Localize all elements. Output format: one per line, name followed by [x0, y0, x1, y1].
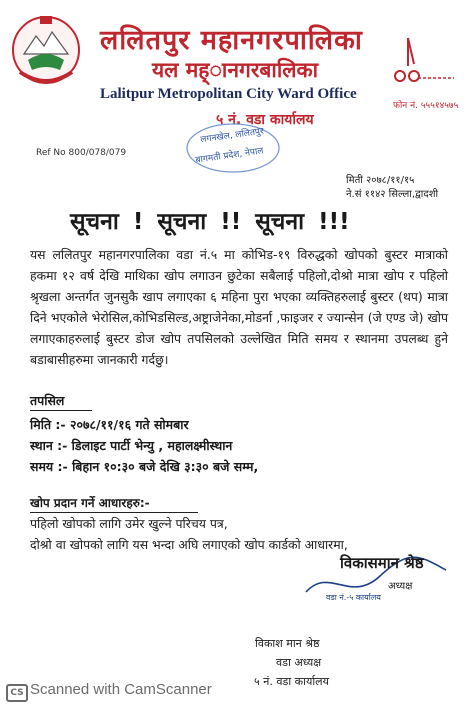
details-date: मिति :- २०७८/११/१६ गते सोमबार: [30, 417, 189, 432]
notice-body: यस ललितपुर महानगरपालिका वडा नं.५ मा कोभिड-१९ विरुद्धको खोपको बुस्टर मात्राको हकमा १२ वर्ष देखि माथिका खोप लगाउन छुटेका सबैलाई पहिलो,दोश्रो मात्रा खोप र पहिलो श्रृखला अन्तर्गत जुनसुकै खाप लगाएका ६ महिना पुरा भएका व्यक्तिहरुलाई बुस्टर (थप) मात्रा दिने भएकोले भेरोसिल,कोभिडसिल्ड,अष्ट्राजेनेका,मोडर्ना ,फाइजर र ज्यान्सेन (जे एण्ड जे) खोप लगाएकाहरुलाई बुस्टर डोज खोप तपसिलको उल्लेखित मिति समय र स्थानमा उपलब्ध हुने बडाबासीहरुमा जानकारी गर्दछु।: [30, 247, 448, 367]
details-venue: स्थान :- डिलाइट पार्टी भेन्यु , महालक्ष्मीस्थान: [30, 438, 233, 453]
signature-stamp: वडा नं.-५ कार्यालय: [326, 593, 381, 602]
camscanner-logo: CS: [6, 684, 28, 702]
english-office-title: Lalitpur Metropolitan City Ward Office: [100, 86, 357, 102]
basis-heading: खोप प्रदान गर्ने आधारहरु:-: [30, 496, 150, 510]
officer-office: ५ नं. वडा कार्यालय: [254, 675, 330, 688]
stamp-line-2: बागमती प्रदेश, नेपाल: [194, 146, 265, 166]
date: मिती २०७८/११/१५: [346, 175, 415, 186]
notice-heading: सूचना ! सूचना !! सूचना !!!: [70, 209, 350, 235]
signed-title: अध्यक्ष: [388, 581, 413, 592]
details-underline: [30, 410, 92, 411]
nepal-sambat-date: ने.सं ११४२ सिल्ला,द्वादशी: [346, 189, 439, 200]
basis-underline: [30, 512, 198, 513]
camscanner-watermark: Scanned with CamScanner: [30, 681, 212, 698]
details-time: समय :- बिहान १०:३० बजे देखि ३:३० बजे सम्म,: [30, 459, 259, 474]
municipality-name: ललितपुर महानगरपालिका: [100, 25, 363, 56]
phone-number: फोन नं. ५५५१४५७५: [393, 101, 459, 111]
newari-title: यल मह्ानगरबालिका: [152, 57, 319, 82]
ward-office-title: ५ नं. वडा कार्यालय: [216, 112, 314, 128]
details-section: [30, 392, 92, 411]
basis-line-2: दोश्रो वा खोपको लागि यस भन्दा अघि लगाएको खोप कार्डको आधारमा,: [30, 537, 348, 552]
nepal-emblem-logo: [10, 10, 82, 92]
signed-name: विकासमान श्रेष्ठ: [340, 554, 424, 572]
reference-number: Ref No 800/078/079: [36, 148, 127, 158]
basis-section: [30, 494, 198, 513]
officer-name: विकाश मान श्रेष्ठ: [255, 637, 320, 650]
scissors-icon: [378, 36, 456, 96]
basis-line-1: पहिलो खोपको लागि उमेर खुल्ने परिचय पत्र,: [30, 516, 228, 531]
details-heading: तपसिल: [30, 393, 65, 408]
officer-title: वडा अध्यक्ष: [276, 656, 322, 669]
stamp-line-1: लगनखेल, ललितपुर: [199, 126, 265, 146]
